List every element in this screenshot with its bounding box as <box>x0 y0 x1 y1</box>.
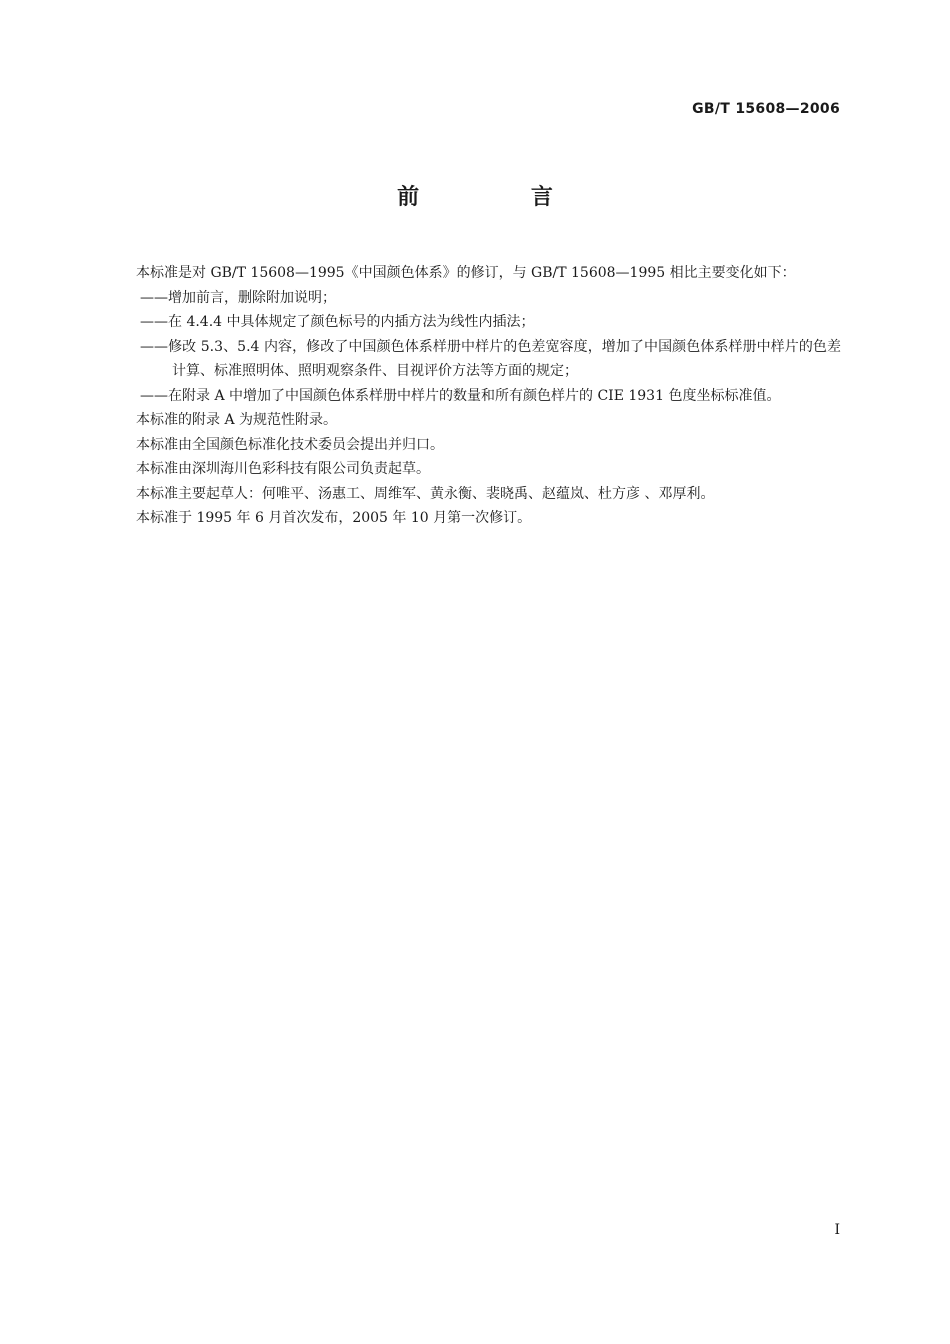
annex-paragraph: 本标准的附录 A 为规范性附录。 <box>136 412 338 428</box>
standard-code: GB/T 15608—2006 <box>692 101 840 117</box>
page-number: I <box>834 1222 840 1238</box>
change-item: ——增加前言，删除附加说明； <box>140 289 336 306</box>
drafting-unit-paragraph: 本标准由深圳海川色彩科技有限公司负责起草。 <box>136 461 430 477</box>
change-item: ——在附录 A 中增加了中国颜色体系样册中样片的数量和所有颜色样片的 CIE 1931 色度坐标标准值。 <box>140 387 781 404</box>
history-paragraph: 本标准于 1995 年 6 月首次发布，2005 年 10 月第一次修订。 <box>136 510 532 526</box>
intro-paragraph: 本标准是对 GB/T 15608—1995《中国颜色体系》的修订，与 GB/T 15608—1995 相比主要变化如下： <box>136 265 796 281</box>
change-item: ——修改 5.3、5.4 内容，修改了中国颜色体系样册中样片的色差宽容度，增加了中国颜色体系样册中样片的色差计算、标准照明体、照明观察条件、目视评价方法等方面的规定； <box>140 338 841 379</box>
proposer-paragraph: 本标准由全国颜色标准化技术委员会提出并归口。 <box>136 436 444 453</box>
page-title: 前 言 <box>397 185 605 210</box>
change-item: ——在 4.4.4 中具体规定了颜色标号的内插方法为线性内插法； <box>140 314 535 330</box>
drafters-paragraph: 本标准主要起草人：何唯平、汤惠工、周维军、黄永衡、裴晓禹、赵蕴岚、杜方彦 、邓厚利。 <box>136 485 715 502</box>
document-body <box>108 261 841 531</box>
